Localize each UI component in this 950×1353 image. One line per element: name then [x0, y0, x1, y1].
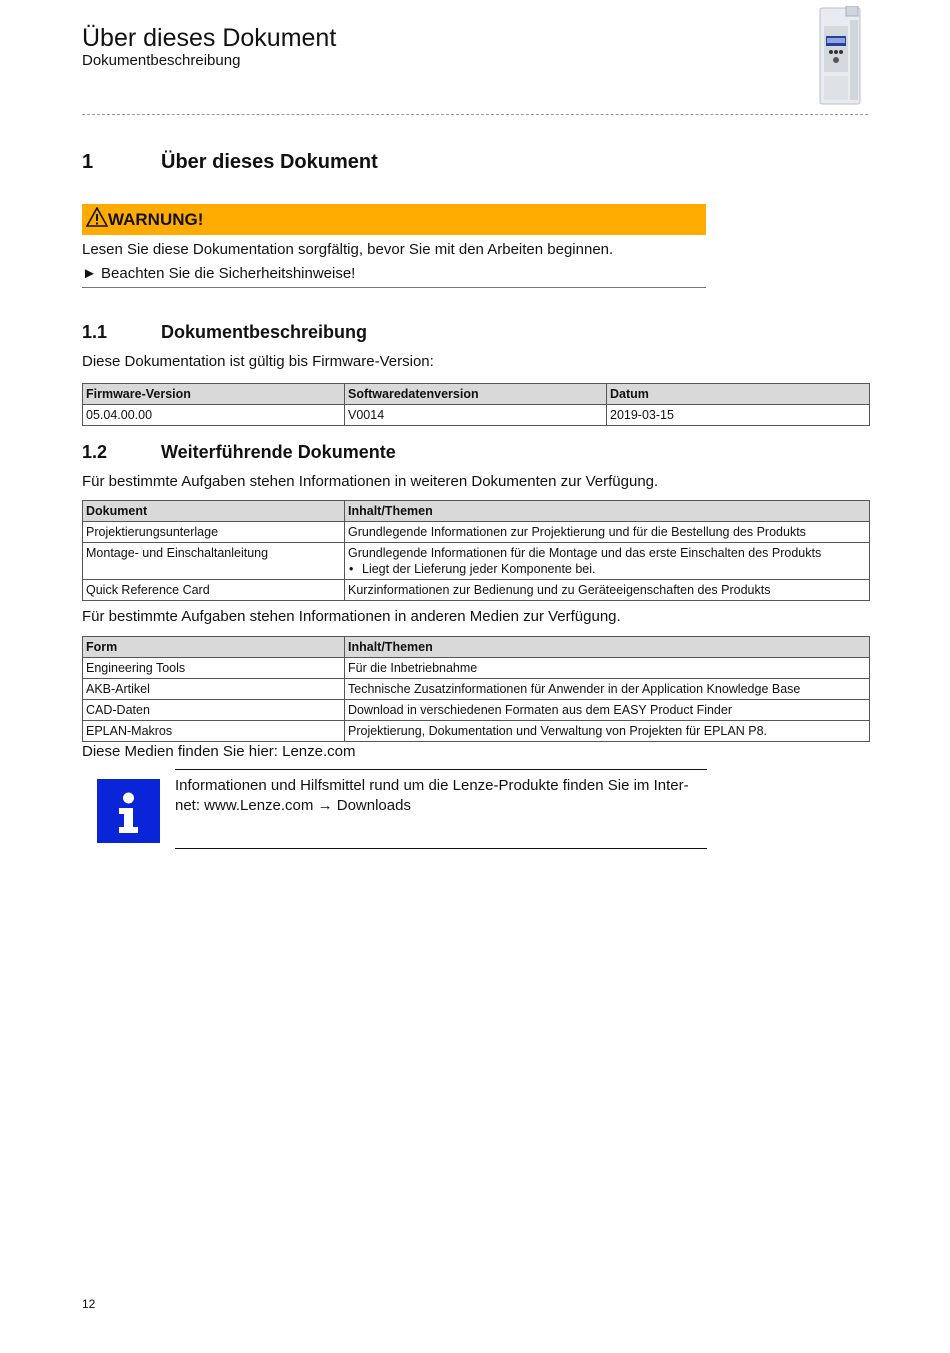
section-1-2-intro-1: Für bestimmte Aufgaben stehen Informationen in weiteren Dokumenten zur Verfügung. — [82, 473, 659, 490]
table-cell: AKB-Artikel — [83, 679, 345, 700]
section-1-number: 1 — [82, 151, 94, 173]
table-header-cell: Inhalt/Themen — [345, 501, 870, 522]
table-cell-bullet-list — [348, 561, 866, 577]
info-divider-top — [175, 769, 707, 770]
header-title: Über dieses Dokument — [82, 24, 337, 52]
section-1-2-number: 1.2 — [82, 442, 108, 462]
table-cell: Projektierung, Dokumentation und Verwaltung von Projekten für EPLAN P8. — [345, 721, 870, 742]
table-row — [83, 405, 870, 426]
warning-bullet-text: Beachten Sie die Sicherheitshinweise! — [101, 265, 356, 282]
table-row — [83, 543, 870, 580]
header-divider — [82, 114, 868, 115]
section-1-2-intro-2: Für bestimmte Aufgaben stehen Informationen in anderen Medien zur Verfügung. — [82, 608, 621, 625]
table-cell: Für die Inbetriebnahme — [345, 658, 870, 679]
table-cell — [345, 543, 870, 580]
table-cell: Download in verschiedenen Formaten aus dem EASY Product Finder — [345, 700, 870, 721]
section-1-title: Über dieses Dokument — [161, 151, 378, 173]
info-text-line-2: net: www.Lenze.com → Downloads — [175, 797, 411, 814]
firmware-table — [82, 383, 870, 426]
page-number: 12 — [82, 1297, 96, 1311]
table-cell: EPLAN-Makros — [83, 721, 345, 742]
info-divider-bottom — [175, 848, 707, 849]
table-cell: Technische Zusatzinformationen für Anwender in der Application Knowledge Base — [345, 679, 870, 700]
table-cell: Engineering Tools — [83, 658, 345, 679]
table-header-cell: Form — [83, 637, 345, 658]
warning-text: Lesen Sie diese Dokumentation sorgfältig, bevor Sie mit den Arbeiten beginnen. — [82, 241, 614, 258]
warning-bullet-line — [82, 264, 355, 284]
section-1-1-number: 1.1 — [82, 322, 108, 342]
table-cell: CAD-Daten — [83, 700, 345, 721]
table-row — [83, 522, 870, 543]
media-table — [82, 636, 870, 742]
table-header-row — [83, 384, 870, 405]
table-cell: 05.04.00.00 — [83, 405, 345, 426]
table-header-cell: Datum — [607, 384, 870, 405]
info-icon — [97, 779, 160, 843]
section-1-1-intro: Diese Dokumentation ist gültig bis Firmware-Version: — [82, 353, 434, 370]
table-cell: Kurzinformationen zur Bedienung und zu Geräteeigenschaften des Produkts — [345, 580, 870, 601]
table-cell: 2019-03-15 — [607, 405, 870, 426]
table-cell: Montage- und Einschaltanleitung — [83, 543, 345, 580]
table-row — [83, 658, 870, 679]
warning-label: WARNUNG! — [108, 210, 204, 229]
table-cell-text: Grundlegende Informationen für die Montage und das erste Einschalten des Produkts — [348, 546, 822, 560]
table-cell: Quick Reference Card — [83, 580, 345, 601]
list-item: • Liegt der Lieferung jeder Komponente bei. — [362, 561, 866, 577]
table-header-row — [83, 637, 870, 658]
table-cell: V0014 — [345, 405, 607, 426]
media-note: Diese Medien finden Sie hier: Lenze.com — [82, 743, 356, 760]
documents-table — [82, 500, 870, 601]
table-cell: Projektierungsunterlage — [83, 522, 345, 543]
table-header-cell: Firmware-Version — [83, 384, 345, 405]
table-row — [83, 580, 870, 601]
table-cell: Grundlegende Informationen zur Projektierung und für die Bestellung des Produkts — [345, 522, 870, 543]
table-header-cell: Softwaredatenversion — [345, 384, 607, 405]
warning-triangle-icon — [86, 207, 108, 227]
warning-divider — [82, 287, 706, 288]
table-header-row — [83, 501, 870, 522]
section-1-2-title: Weiterführende Dokumente — [161, 442, 396, 462]
warning-bullet-marker: ► — [82, 265, 97, 282]
header-subtitle: Dokumentbeschreibung — [82, 52, 241, 69]
section-1-1-title: Dokumentbeschreibung — [161, 322, 368, 342]
info-text — [175, 776, 705, 816]
table-row — [83, 679, 870, 700]
table-header-cell: Dokument — [83, 501, 345, 522]
info-text-line-1: Informationen und Hilfsmittel rund um die Lenze-Produkte finden Sie im Inter- — [175, 777, 689, 794]
table-header-cell: Inhalt/Themen — [345, 637, 870, 658]
table-row — [83, 700, 870, 721]
device-product-image — [812, 6, 868, 106]
table-row — [83, 721, 870, 742]
